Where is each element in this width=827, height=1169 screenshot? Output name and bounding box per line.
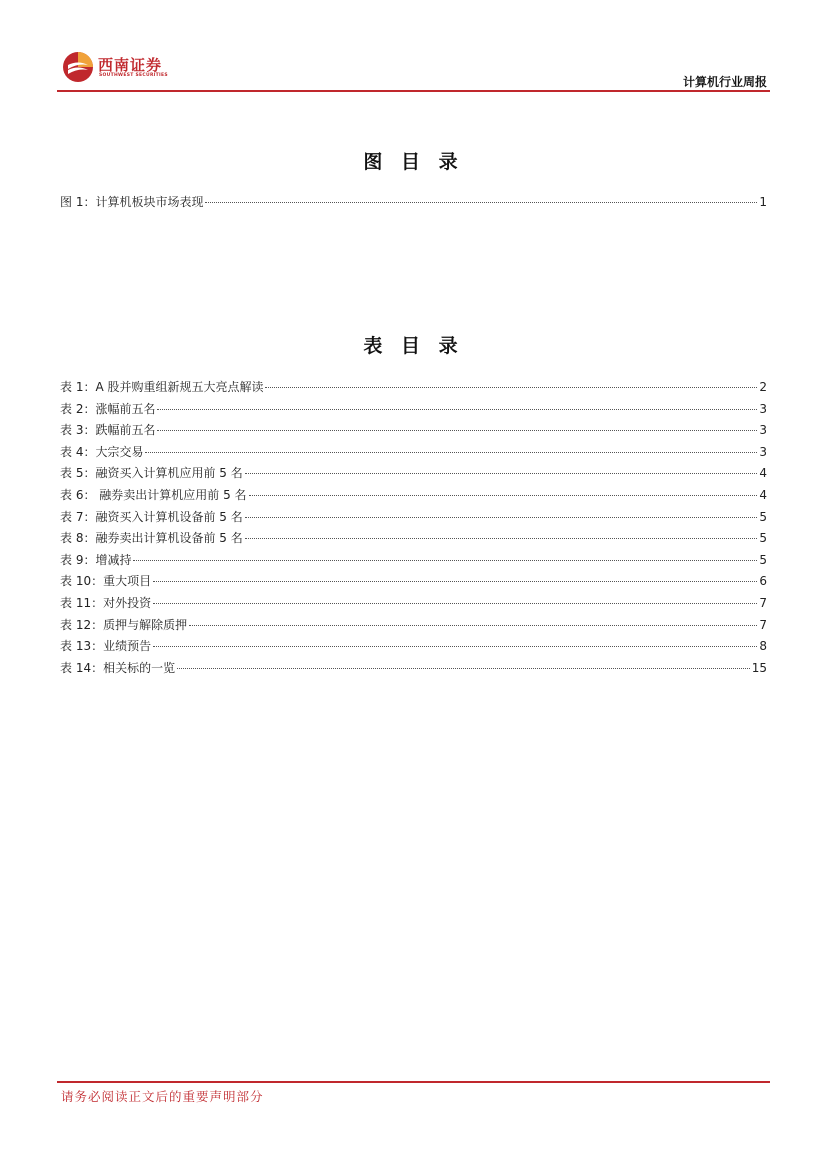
toc-entry[interactable] [60, 636, 767, 658]
toc-entry-page: 3 [759, 401, 767, 416]
toc-entry[interactable] [60, 399, 767, 421]
toc-entry[interactable] [60, 615, 767, 637]
toc-entry[interactable] [60, 528, 767, 550]
toc-entry[interactable] [60, 507, 767, 529]
toc-leader-dots [189, 625, 757, 626]
toc-entry-label: 表 12：质押与解除质押 [60, 617, 188, 632]
toc-entry-label: 表 11：对外投资 [60, 595, 152, 610]
toc-leader-dots [153, 646, 757, 647]
table-toc-list [60, 377, 767, 679]
toc-entry-page: 5 [759, 509, 767, 524]
toc-entry-page: 15 [751, 660, 767, 675]
header-divider [57, 90, 770, 92]
toc-entry[interactable] [60, 658, 767, 680]
toc-entry-label: 表 1：A 股并购重组新规五大亮点解读 [60, 380, 264, 394]
toc-entry[interactable] [60, 442, 767, 464]
table-toc-title: 表 目 录 [363, 335, 464, 357]
toc-leader-dots [157, 430, 757, 431]
toc-entry-page: 4 [759, 466, 767, 481]
toc-leader-dots [177, 668, 750, 669]
toc-entry[interactable] [60, 463, 767, 485]
toc-entry[interactable] [60, 593, 767, 615]
logo-chinese-name: 西南证券 [98, 56, 163, 74]
toc-entry-label: 表 7：融资买入计算机设备前 5 名 [60, 509, 243, 524]
figure-toc-list [60, 192, 767, 214]
toc-leader-dots [249, 495, 758, 496]
toc-leader-dots [153, 603, 757, 604]
toc-leader-dots [133, 560, 757, 561]
figure-toc-title: 图 目 录 [363, 151, 464, 173]
toc-leader-dots [245, 473, 758, 474]
toc-leader-dots [245, 517, 758, 518]
toc-entry-page: 7 [759, 617, 767, 632]
toc-leader-dots [205, 202, 757, 203]
toc-entry-label: 表 3：跌幅前五名 [60, 423, 156, 438]
logo-english-name: SOUTHWEST SECURITIES [99, 73, 168, 78]
toc-entry-label: 表 9：增减持 [60, 552, 132, 567]
toc-entry-label: 表 4：大宗交易 [60, 444, 144, 459]
toc-entry[interactable] [60, 377, 767, 399]
toc-entry[interactable] [60, 420, 767, 442]
toc-entry[interactable] [60, 192, 767, 214]
toc-entry-label: 表 14：相关标的一览 [60, 660, 176, 675]
toc-entry-label: 表 13：业绩预告 [60, 639, 152, 654]
toc-entry-page: 8 [759, 639, 767, 654]
footer-divider [57, 1081, 770, 1083]
toc-entry-label: 表 8：融券卖出计算机设备前 5 名 [60, 531, 243, 546]
toc-entry-page: 2 [759, 380, 767, 394]
toc-entry-label: 表 5：融资买入计算机应用前 5 名 [60, 466, 243, 481]
toc-entry-page: 7 [759, 595, 767, 610]
toc-entry-page: 3 [759, 444, 767, 459]
toc-leader-dots [157, 409, 757, 410]
company-logo [62, 51, 177, 85]
toc-entry[interactable] [60, 550, 767, 572]
toc-entry-page: 4 [759, 487, 767, 502]
toc-leader-dots [153, 581, 757, 582]
toc-entry[interactable] [60, 571, 767, 593]
toc-entry-page: 1 [759, 195, 767, 209]
toc-entry-label: 图 1：计算机板块市场表现 [60, 195, 204, 209]
toc-entry-page: 5 [759, 531, 767, 546]
toc-entry[interactable] [60, 485, 767, 507]
toc-entry-page: 3 [759, 423, 767, 438]
toc-leader-dots [245, 538, 758, 539]
toc-entry-label: 表 10：重大项目 [60, 574, 152, 589]
toc-leader-dots [265, 387, 757, 388]
toc-entry-page: 6 [759, 574, 767, 589]
toc-entry-label: 表 6： 融券卖出计算机应用前 5 名 [60, 487, 247, 502]
toc-entry-label: 表 2：涨幅前五名 [60, 401, 156, 416]
logo-mark-icon [62, 51, 94, 83]
toc-entry-page: 5 [759, 552, 767, 567]
report-title: 计算机行业周报 [682, 75, 767, 89]
footer-disclaimer-notice: 请务必阅读正文后的重要声明部分 [61, 1089, 264, 1104]
toc-leader-dots [145, 452, 757, 453]
